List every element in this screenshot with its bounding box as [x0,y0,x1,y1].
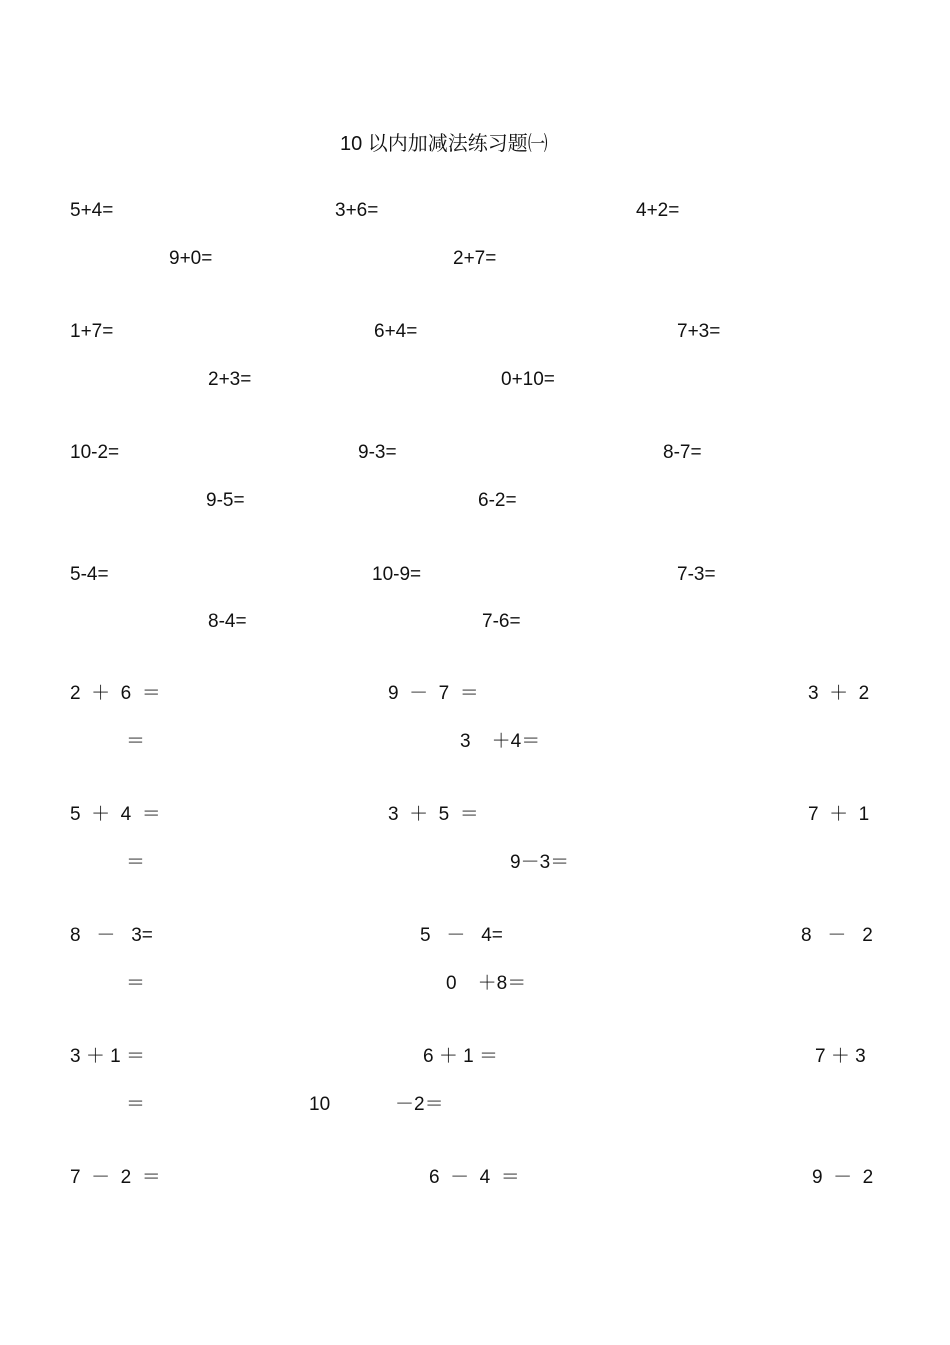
problem-item: 7-3= [677,564,716,585]
problem-item: 6-2= [478,490,517,511]
problem-item: 10-9= [372,564,422,585]
problem-item: 6 － 4 ＝ [429,1167,520,1188]
problem-item: 10 [309,1094,331,1115]
problem-item: 3 ＋ 2 [808,683,870,704]
problem-item: 1+7= [70,321,114,342]
problem-item: 5 ＋ 4 ＝ [70,804,161,825]
problem-item: 8-7= [663,442,702,463]
problem-item: 8 － 2 [801,925,873,946]
problem-item: 9 － 7 ＝ [388,683,479,704]
problem-item: 7 ＋ 1 [808,804,870,825]
problem-item: 5+4= [70,200,114,221]
problem-item: 7 ＋ 3 [815,1046,866,1067]
problem-item: 7+3= [677,321,721,342]
problem-item: 3 ＋4＝ [460,731,541,752]
problem-item: 0 ＋8＝ [446,973,527,994]
problem-item: ＝ [126,731,146,752]
problem-item: 2 ＋ 6 ＝ [70,683,161,704]
problem-item: 6+4= [374,321,418,342]
problem-item: ＝ [126,973,146,994]
problem-item: 7-6= [482,611,521,632]
problem-item: 2+3= [208,369,252,390]
problem-item: 8 － 3= [70,925,153,946]
problem-item: 9+0= [169,248,213,269]
problem-item: 9-5= [206,490,245,511]
problem-item: 3 ＋ 5 ＝ [388,804,479,825]
problem-item: ＝ [126,1094,146,1115]
problem-item: ＝ [126,852,146,873]
page-title: 10 以内加减法练习题㈠ [340,133,548,155]
problem-item: 9 － 2 [812,1167,874,1188]
problem-item: 9-3= [358,442,397,463]
problem-item: 5-4= [70,564,109,585]
problem-item: 8-4= [208,611,247,632]
problem-item: 5 － 4= [420,925,503,946]
problem-item: 0+10= [501,369,555,390]
problem-item: 4+2= [636,200,680,221]
problem-item: 3+6= [335,200,379,221]
problem-item: 2+7= [453,248,497,269]
problem-item: 3 ＋ 1 ＝ [70,1046,145,1067]
problem-item: 9－3＝ [510,852,570,873]
problem-item: －2＝ [395,1094,444,1115]
problem-item: 6 ＋ 1 ＝ [423,1046,498,1067]
problem-item: 7 － 2 ＝ [70,1167,161,1188]
problem-item: 10-2= [70,442,120,463]
